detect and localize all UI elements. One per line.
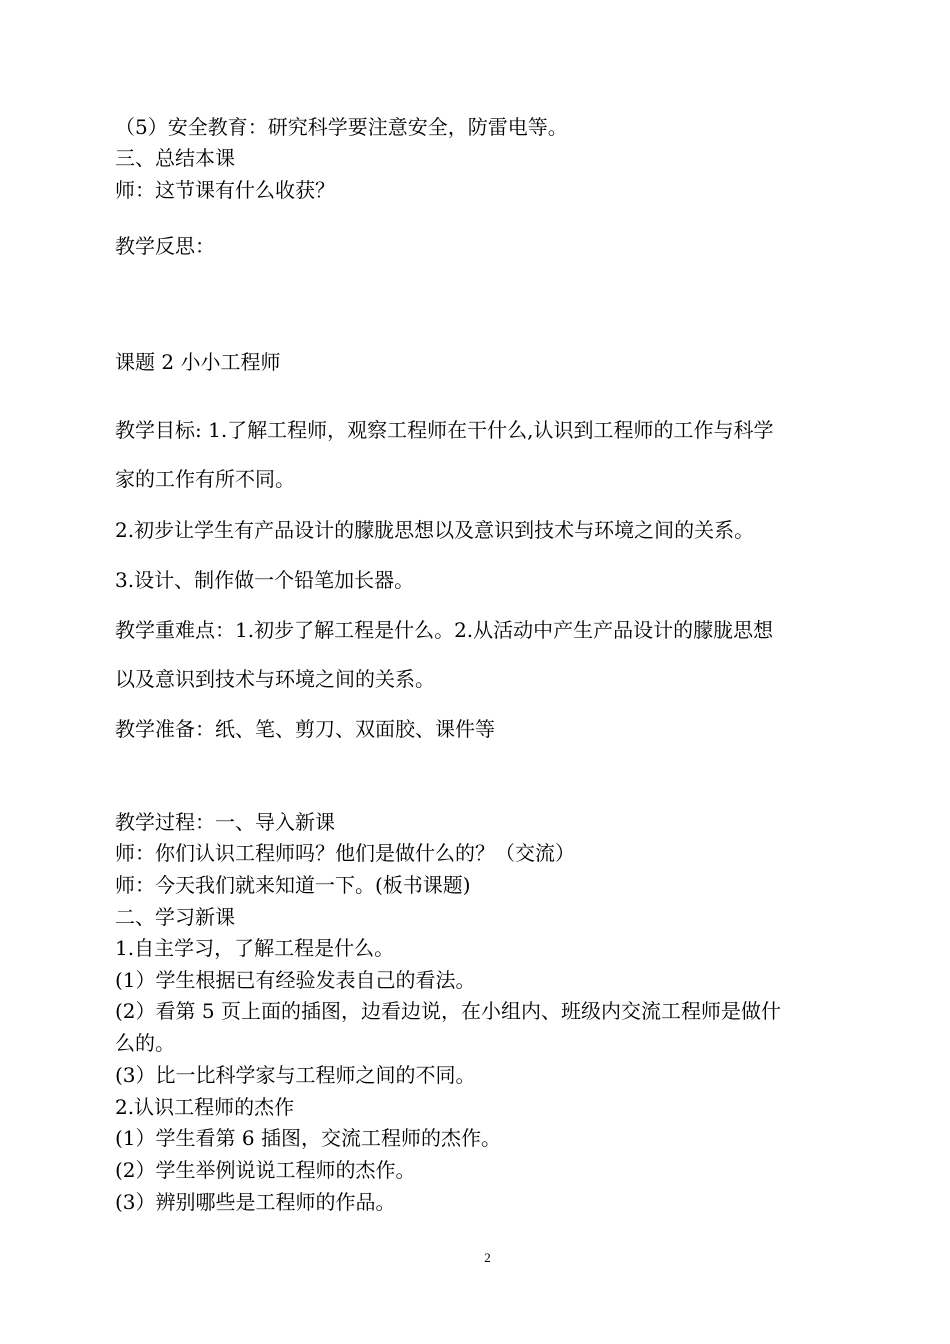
text-line: 以及意识到技术与环境之间的关系。 <box>115 667 435 691</box>
text-line: (2）学生举例说说工程师的杰作。 <box>115 1158 416 1182</box>
text-line: 2.初步让学生有产品设计的朦胧思想以及意识到技术与环境之间的关系。 <box>115 518 755 542</box>
section-heading: 二、学习新课 <box>115 905 235 929</box>
section-heading: 教学过程：一、导入新课 <box>115 810 335 834</box>
text-line: （5）安全教育：研究科学要注意安全，防雷电等。 <box>115 115 568 139</box>
text-line: (3）比一比科学家与工程师之间的不同。 <box>115 1063 476 1087</box>
section-heading: 三、总结本课 <box>115 146 235 170</box>
text-line: 家的工作有所不同。 <box>115 467 295 491</box>
text-line: 2.认识工程师的杰作 <box>115 1095 295 1119</box>
text-line: 1.自主学习，了解工程是什么。 <box>115 936 395 960</box>
text-line: 教学准备：纸、笔、剪刀、双面胶、课件等 <box>115 717 495 741</box>
text-line: (2）看第 5 页上面的插图，边看边说，在小组内、班级内交流工程师是做什 <box>115 999 781 1023</box>
text-line: 3.设计、制作做一个铅笔加长器。 <box>115 568 415 592</box>
text-line: 么的。 <box>115 1031 175 1055</box>
text-line: (1）学生看第 6 插图，交流工程师的杰作。 <box>115 1126 501 1150</box>
text-line: 师：这节课有什么收获？ <box>115 178 335 202</box>
lesson-title: 课题 2 小小工程师 <box>115 350 281 374</box>
text-line: 师：今天我们就来知道一下。(板书课题) <box>115 873 471 897</box>
page-number: 2 <box>484 1250 491 1265</box>
reflection-label: 教学反思： <box>115 234 215 258</box>
text-line: 师：你们认识工程师吗？他们是做什么的？（交流） <box>115 841 575 865</box>
text-line: 教学目标: 1.了解工程师，观察工程师在干什么,认识到工程师的工作与科学 <box>115 418 774 442</box>
text-line: (3）辨别哪些是工程师的作品。 <box>115 1190 396 1214</box>
text-line: 教学重难点：1.初步了解工程是什么。2.从活动中产生产品设计的朦胧思想 <box>115 618 774 642</box>
text-line: (1）学生根据已有经验发表自己的看法。 <box>115 968 476 992</box>
